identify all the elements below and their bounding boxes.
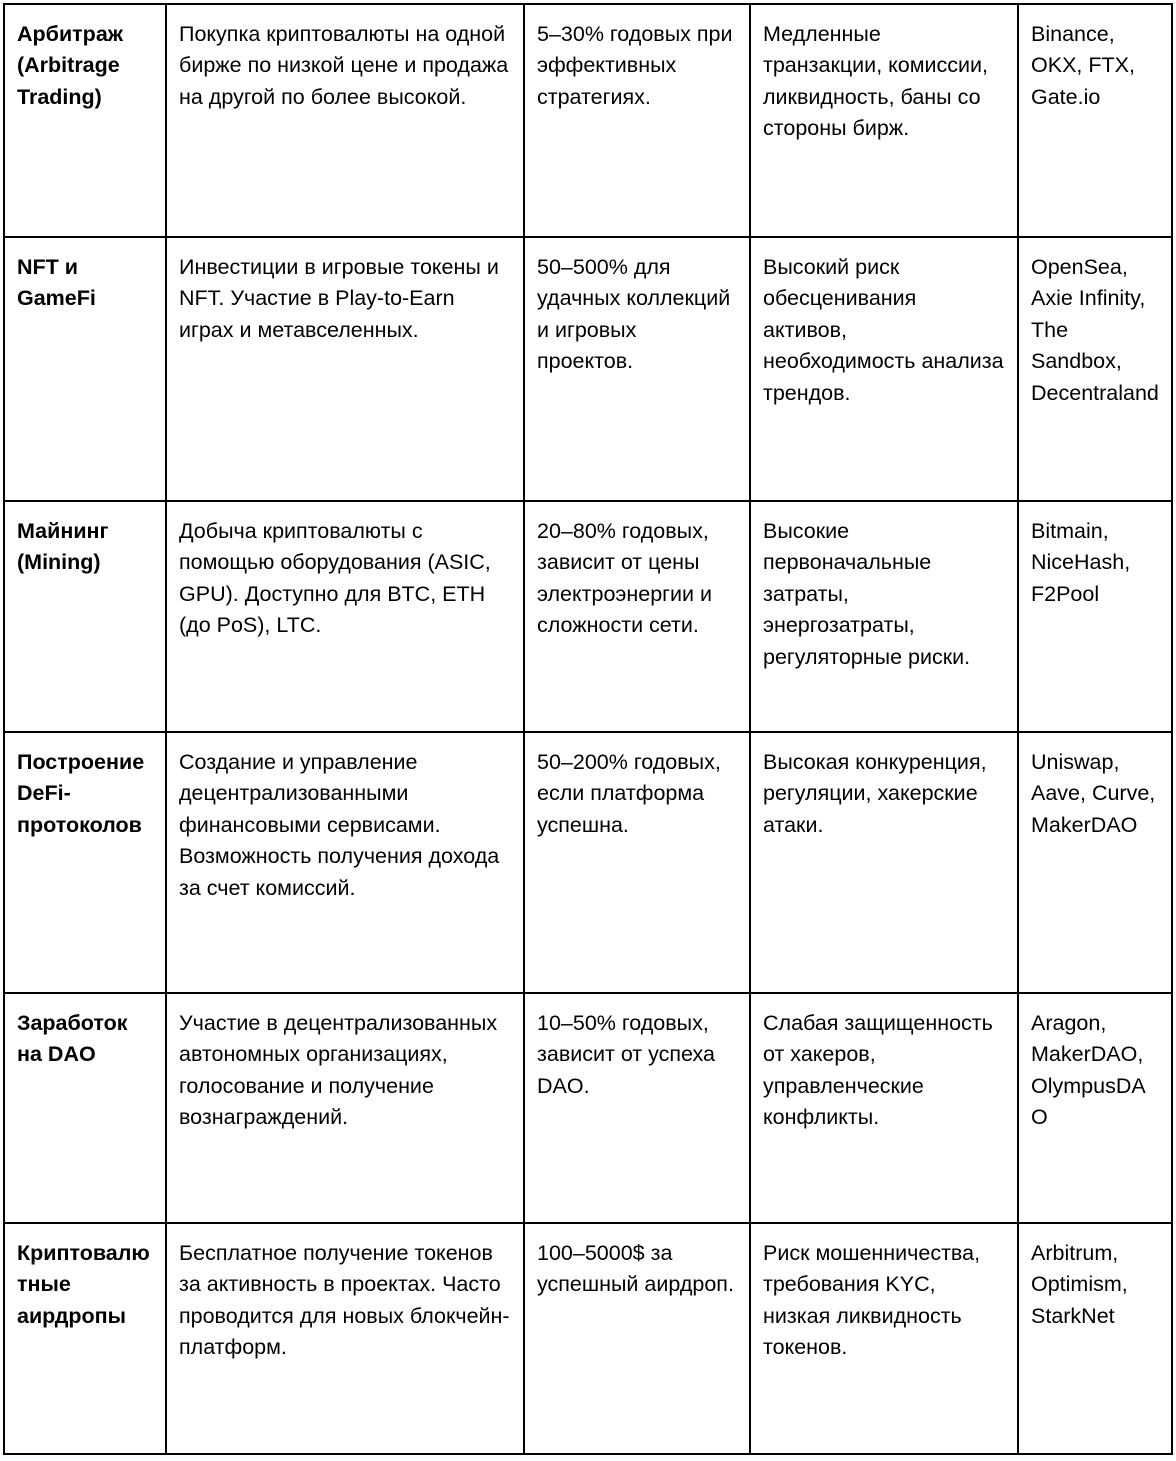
method-name-cell: Построение DeFi-протоколов — [4, 732, 166, 993]
platforms-cell: Uniswap, Aave, Curve, MakerDAO — [1018, 732, 1172, 993]
risks-cell: Высокие первоначальные затраты, энергозатраты, регуляторные риски. — [750, 501, 1018, 732]
table-row — [4, 732, 1172, 993]
risks-cell: Высокая конкуренция, регуляции, хакерские атаки. — [750, 732, 1018, 993]
description-cell: Инвестиции в игровые токены и NFT. Участие в Play-to-Earn играх и метавселенных. — [166, 237, 524, 501]
method-name-cell: Майнинг (Mining) — [4, 501, 166, 732]
returns-cell: 100–5000$ за успешный аирдроп. — [524, 1223, 750, 1454]
platforms-cell: Aragon, MakerDAO, OlympusDAO — [1018, 993, 1172, 1223]
risks-cell: Высокий риск обесценивания активов, необходимость анализа трендов. — [750, 237, 1018, 501]
table-row — [4, 993, 1172, 1223]
platforms-cell: Bitmain, NiceHash, F2Pool — [1018, 501, 1172, 732]
returns-cell: 50–500% для удачных коллекций и игровых проектов. — [524, 237, 750, 501]
platforms-cell: Arbitrum, Optimism, StarkNet — [1018, 1223, 1172, 1454]
method-name-cell: Заработок на DAO — [4, 993, 166, 1223]
description-cell: Покупка криптовалюты на одной бирже по низкой цене и продажа на другой по более высокой. — [166, 4, 524, 237]
method-name-cell: Криптовалютные аирдропы — [4, 1223, 166, 1454]
method-name-cell: NFT и GameFi — [4, 237, 166, 501]
description-cell: Бесплатное получение токенов за активность в проектах. Часто проводится для новых блокчейн-платформ. — [166, 1223, 524, 1454]
returns-cell: 10–50% годовых, зависит от успеха DAO. — [524, 993, 750, 1223]
risks-cell: Слабая защищенность от хакеров, управленческие конфликты. — [750, 993, 1018, 1223]
returns-cell: 20–80% годовых, зависит от цены электроэнергии и сложности сети. — [524, 501, 750, 732]
description-cell: Участие в децентрализованных автономных организациях, голосование и получение вознаграждений. — [166, 993, 524, 1223]
platforms-cell: OpenSea, Axie Infinity, The Sandbox, Decentraland — [1018, 237, 1172, 501]
risks-cell: Медленные транзакции, комиссии, ликвидность, баны со стороны бирж. — [750, 4, 1018, 237]
description-cell: Добыча криптовалюты с помощью оборудования (ASIC, GPU). Доступно для BTC, ETH (до PoS), LTC. — [166, 501, 524, 732]
table-row — [4, 501, 1172, 732]
returns-cell: 50–200% годовых, если платформа успешна. — [524, 732, 750, 993]
description-cell: Создание и управление децентрализованными финансовыми сервисами. Возможность получения дохода за счет комиссий. — [166, 732, 524, 993]
earning-methods-table — [3, 3, 1173, 1455]
table-row — [4, 1223, 1172, 1454]
risks-cell: Риск мошенничества, требования KYC, низкая ликвидность токенов. — [750, 1223, 1018, 1454]
table-row — [4, 237, 1172, 501]
method-name-cell: Арбитраж (Arbitrage Trading) — [4, 4, 166, 237]
table-row — [4, 4, 1172, 237]
platforms-cell: Binance, OKX, FTX, Gate.io — [1018, 4, 1172, 237]
returns-cell: 5–30% годовых при эффективных стратегиях. — [524, 4, 750, 237]
